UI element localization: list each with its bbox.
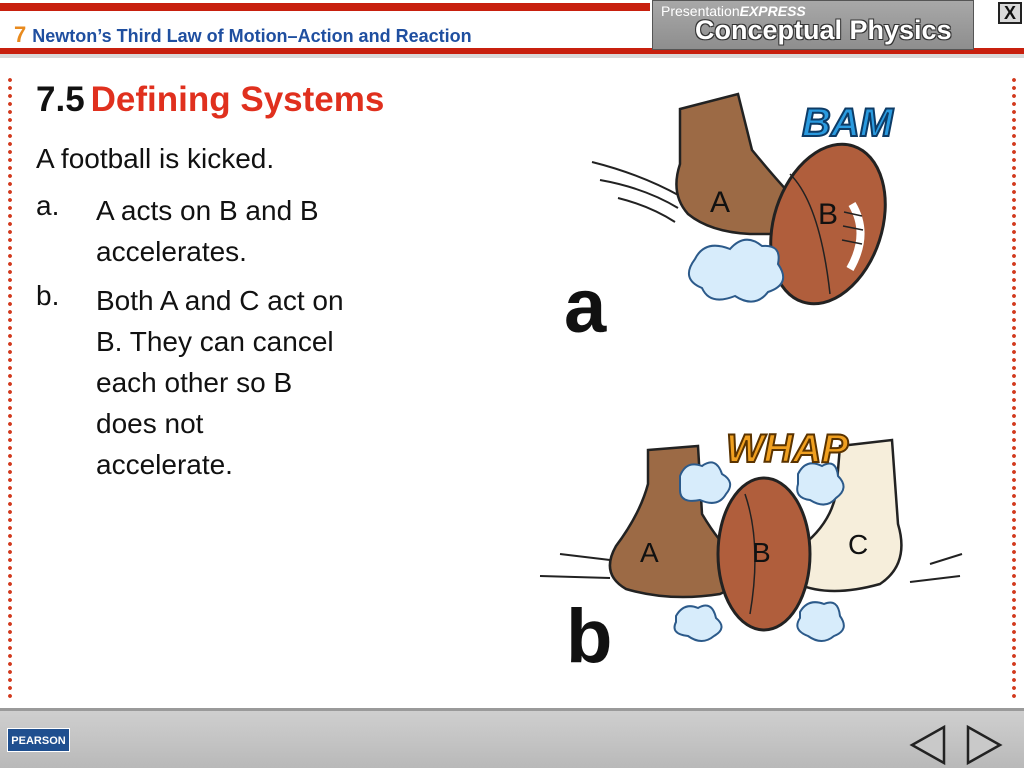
- dust-cloud: [689, 240, 783, 302]
- panel-b: [540, 427, 962, 679]
- bam-sound: BAM: [802, 101, 894, 145]
- previous-slide-button[interactable]: [906, 723, 950, 767]
- triangle-left-icon: [906, 723, 950, 767]
- list-marker: b.: [36, 280, 60, 311]
- dust-cloud-b3: [675, 606, 722, 641]
- list-text: A acts on B and B accelerates.: [96, 195, 319, 267]
- ball-b-label: B: [818, 198, 839, 231]
- panel-a: [564, 94, 905, 349]
- panel-b-label: b: [566, 594, 613, 679]
- whap-sound: WHAP: [726, 427, 849, 471]
- close-button[interactable]: [998, 2, 1022, 24]
- close-icon: X: [1003, 3, 1016, 23]
- slide-header: [0, 0, 1024, 64]
- dust-cloud-b4: [797, 602, 844, 641]
- dust-cloud-b1: [680, 462, 730, 502]
- next-slide-button[interactable]: [962, 723, 1006, 767]
- slide-footer: [0, 708, 1024, 768]
- football-illustration: [530, 84, 1000, 684]
- left-dotted-border: [7, 76, 13, 702]
- header-stripe-grey: [0, 54, 1024, 58]
- list-marker: a.: [36, 190, 60, 221]
- list-text: Both A and C act on B. They can cancel each other so B does not accelerate.: [96, 285, 344, 480]
- motion-lines: [592, 162, 680, 222]
- intro-text: A football is kicked.: [36, 143, 275, 174]
- chapter-title: [14, 22, 472, 48]
- chapter-number: 7: [14, 22, 27, 47]
- section-number: 7.5: [36, 80, 85, 119]
- section-title: Defining Systems: [90, 80, 385, 119]
- triangle-right-icon: [962, 723, 1006, 767]
- header-stripe-top: [0, 3, 650, 11]
- ball-b-b-label: B: [752, 537, 771, 568]
- panel-a-label: a: [564, 264, 607, 349]
- brand-express: EXPRESS: [739, 3, 806, 19]
- chapter-name: Newton’s Third Law of Motion–Action and Reaction: [32, 26, 472, 46]
- foot-a-label: A: [710, 186, 731, 219]
- brand-prefix: Presentation: [661, 3, 740, 19]
- brand-title: Conceptual Physics: [695, 15, 952, 45]
- kick-illustration: [530, 84, 1000, 684]
- foot-a-b-label: A: [640, 537, 659, 568]
- right-dotted-border: [1011, 76, 1017, 702]
- foot-c-label: C: [848, 529, 869, 560]
- brand-logo: [652, 0, 974, 50]
- slide-title: [36, 80, 384, 120]
- pearson-logo: PEARSON: [7, 728, 70, 752]
